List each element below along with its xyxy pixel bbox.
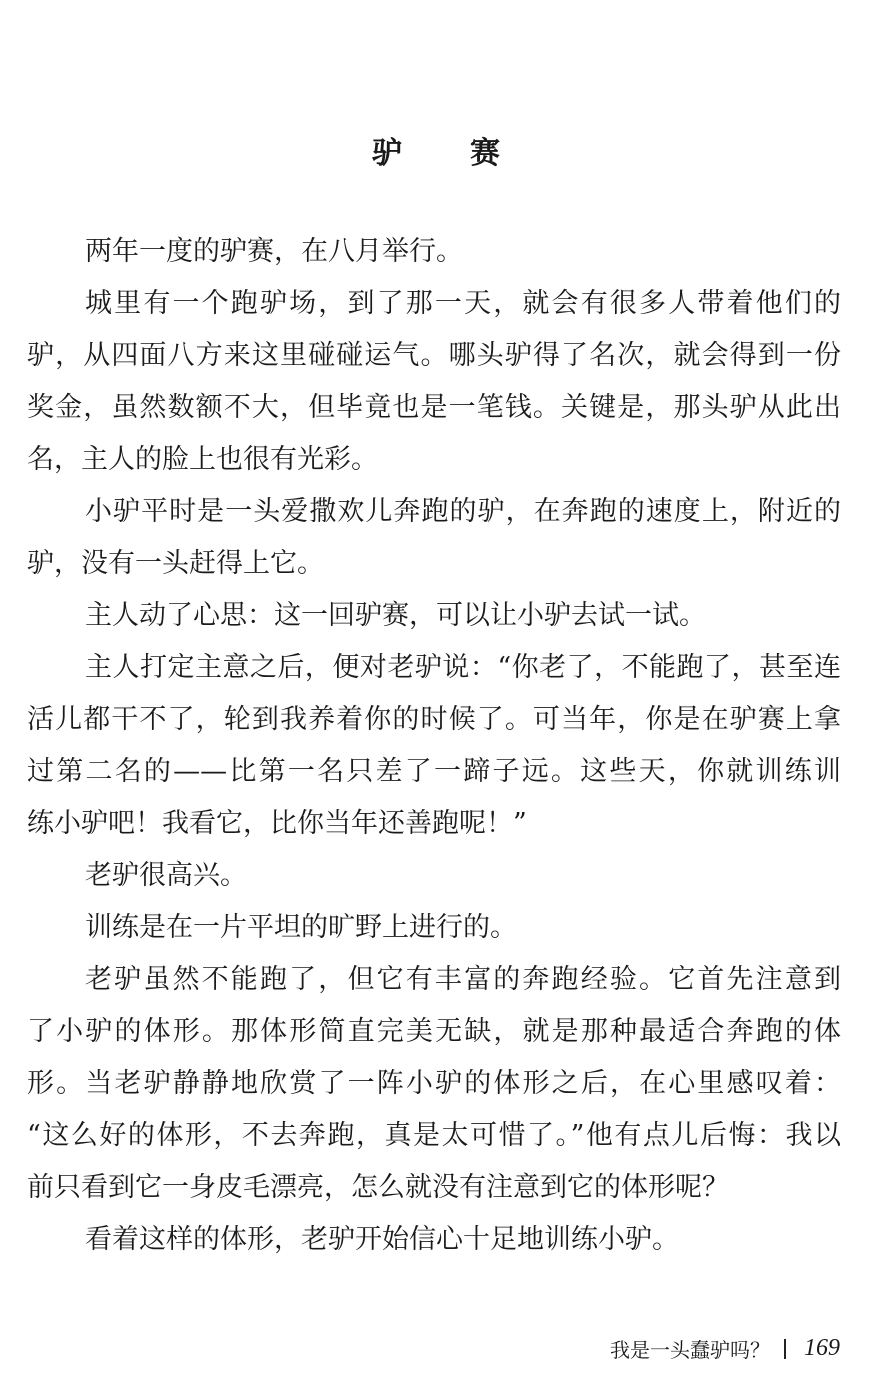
text-line: 城里有一个跑驴场，到了那一天，就会有很多人带着他们的 <box>85 288 841 319</box>
running-title: 我是一头蠢驴吗？ <box>610 1338 770 1362</box>
text-line: 看着这样的体形，老驴开始信心十足地训练小驴。 <box>85 1224 679 1255</box>
text-line: 主人动了心思：这一回驴赛，可以让小驴去试一试。 <box>85 600 706 631</box>
paragraph <box>27 590 841 642</box>
paragraph <box>27 486 841 590</box>
page-title <box>0 128 872 172</box>
text-line: 名，主人的脸上也很有光彩。 <box>27 444 378 475</box>
story-body <box>27 226 841 1266</box>
text-line: 形。当老驴静静地欣赏了一阵小驴的体形之后，在心里感叹着： <box>27 1068 841 1099</box>
text-line: 训练是在一片平坦的旷野上进行的。 <box>85 912 517 943</box>
text-line: “这么好的体形，不去奔跑，真是太可惜了。”他有点儿后悔：我以 <box>27 1120 841 1151</box>
text-line: 老驴很高兴。 <box>85 860 247 891</box>
text-line: 过第二名的——比第一名只差了一蹄子远。这些天，你就训练训 <box>27 756 841 787</box>
paragraph <box>27 278 841 486</box>
text-line: 主人打定主意之后，便对老驴说：“你老了，不能跑了，甚至连 <box>85 652 841 683</box>
text-line: 小驴平时是一头爱撒欢儿奔跑的驴，在奔跑的速度上，附近的 <box>85 496 841 527</box>
text-line: 前只看到它一身皮毛漂亮，怎么就没有注意到它的体形呢？ <box>27 1172 729 1203</box>
text-line: 驴，从四面八方来这里碰碰运气。哪头驴得了名次，就会得到一份 <box>27 340 841 371</box>
text-line: 驴，没有一头赶得上它。 <box>27 548 324 579</box>
text-line: 奖金，虽然数额不大，但毕竟也是一笔钱。关键是，那头驴从此出 <box>27 392 841 423</box>
text-line: 两年一度的驴赛，在八月举行。 <box>85 236 463 267</box>
text-line: 练小驴吧！我看它，比你当年还善跑呢！” <box>27 808 527 839</box>
paragraph <box>27 1214 841 1266</box>
paragraph <box>27 954 841 1214</box>
footer-divider <box>784 1339 786 1359</box>
title-char: 赛 <box>470 136 500 171</box>
text-line: 活儿都干不了，轮到我养着你的时候了。可当年，你是在驴赛上拿 <box>27 704 841 735</box>
page-footer <box>610 1334 840 1363</box>
page-number: 169 <box>804 1335 840 1361</box>
paragraph <box>27 902 841 954</box>
text-line: 了小驴的体形。那体形简直完美无缺，就是那种最适合奔跑的体 <box>27 1016 841 1047</box>
paragraph <box>27 850 841 902</box>
paragraph <box>27 642 841 850</box>
paragraph <box>27 226 841 278</box>
title-char: 驴 <box>372 136 402 171</box>
text-line: 老驴虽然不能跑了，但它有丰富的奔跑经验。它首先注意到 <box>85 964 841 995</box>
